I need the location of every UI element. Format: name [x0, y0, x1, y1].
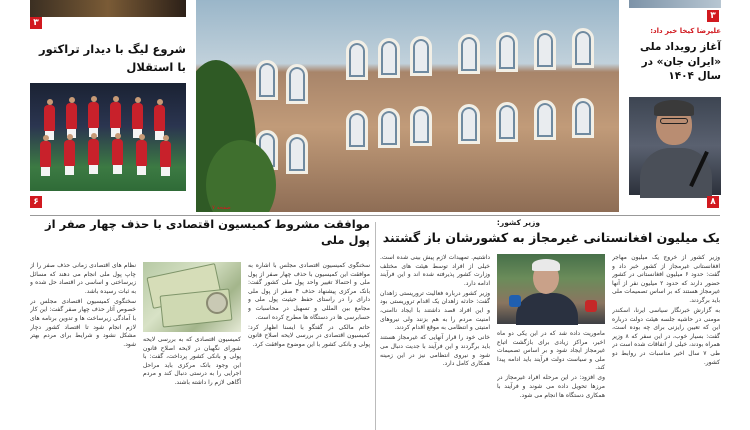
page-number-badge: ۸: [707, 196, 719, 208]
building-window: [572, 28, 594, 68]
building-window: [410, 106, 432, 146]
article-paragraph: خانی خود را قرار آنهایی که غیرمجاز هستند باید برگردند و این فرآیند با جدیت دنبال می شود و نیروی انتظامی نیز در این زمینه همکاری کامل دارد.: [380, 334, 490, 368]
building-window: [458, 34, 480, 74]
microphone-icon: [509, 295, 521, 307]
portrait-body: [640, 148, 712, 198]
building-window: [286, 64, 308, 104]
building-window: [410, 36, 432, 76]
building-window: [496, 102, 518, 142]
player-figure: [154, 105, 165, 131]
article-column: [497, 330, 605, 430]
page-number-badge: ۳: [707, 10, 719, 22]
portrait-glasses: [660, 118, 688, 124]
headline-kicker: وزیر کشور:: [496, 218, 540, 227]
building-window: [572, 98, 594, 138]
microphone-icon: [585, 300, 597, 312]
article-column: [143, 336, 241, 430]
player-figure: [132, 103, 143, 129]
column-divider: [375, 222, 376, 430]
article-paragraph: داشتیم. تمهیدات لازم پیش بینی شده است. خیلی از افراد توسط هیئت های مختلف وزارت کشور پذیرفته شده اند و این فرآیند ادامه دارد.: [380, 254, 490, 287]
player-figure: [66, 103, 77, 129]
headline-kicker: علیرضا کیخا خبر داد:: [650, 27, 721, 35]
afghan-article-headline[interactable]: یک میلیون افغانستانی غیرمجاز به کشورشان باز گشتند: [382, 230, 720, 245]
photo-caption: صفحه ۷: [212, 205, 231, 211]
player-figure: [112, 139, 123, 165]
player-figure: [160, 141, 171, 167]
player-figure: [40, 141, 51, 167]
building-window: [496, 32, 518, 72]
player-figure: [88, 139, 99, 165]
article-paragraph: به گزارش خبرنگار سیاسی ایرنا، اسکندر مومنی در حاشیه جلسه هیئت دولت درباره این که تعیین رایزنی برای چه بوده است، گفت: بسیار خوب، در این سفر که ۸ وزیر همراه بودند، خیلی از اتفاقات شده است در طی ۷ سال اخیر مناسبات در روابط دو کشور.: [612, 307, 720, 366]
portrait-hair: [654, 100, 694, 116]
article-paragraph: کمیسیون اقتصادی که به بررسی لایحه شورای نگهبان در لایحه اصلاح قانون پولی و بانکی کشور پرداخت، گفت: با این وجود بانک مرکزی باید مراحل اجرایی را به درستی دنبال کند و مردم آگاهی لازم را داشته باشند.: [143, 336, 241, 386]
building-window: [458, 104, 480, 144]
article-paragraph: نظام های اقتصادی زمانی حذف صفر را از چاپ پول ملی انجام می دهند که مسائل زیرساختی و اساسی در اقتصاد حل شده و به ثبات رسیده باشد.: [30, 262, 136, 295]
article-paragraph: وزیر کشور درباره فعالیت تروریستی زاهدان گفت: حادثه زاهدان یک اقدام تروریستی بود و این افراد قصد داشتند با ایجاد ناامنی، امنیت مردم را به هم بزنند ولی نیروهای امنیتی و انتظامی به موقع اقدام کردند.: [380, 289, 490, 332]
article-column: [30, 262, 136, 430]
article-column: [248, 262, 370, 430]
page-number-badge: ۳: [30, 17, 42, 29]
player-figure: [88, 102, 99, 128]
econ-article-headline[interactable]: موافقت مشروط کمیسیون اقتصادی با حذف چهار صفر از پول ملی: [45, 217, 370, 247]
article-paragraph: ماموریت داده شد که در این یکی دو ماه اخیر، مراکز زیادی برای بازگشت اتباع غیرمجاز ایجاد شود و بر اساس تصمیمات ملی و سیاست دولت فرآیند باید ادامه پیدا کند.: [497, 330, 605, 372]
player-figure: [44, 105, 55, 131]
minister-body: [516, 293, 578, 325]
building-window: [346, 110, 368, 150]
historic-building-photo[interactable]: [196, 0, 619, 212]
building-window: [534, 30, 556, 70]
sports-headline[interactable]: شروع لیگ با دیدار تراکتور با استقلال: [39, 42, 186, 74]
top-photo-strip: [30, 0, 186, 17]
article-paragraph: سخنگوی کمیسیون اقتصادی مجلس در خصوص آثار حذف چهار صفر گفت: این کار با آمادگی زیرساخت ها و تدوین برنامه های لازم انجام شود تا اقتصاد کشور دچار مشکل نشود و شرایط برای مردم بهتر شود.: [30, 297, 136, 348]
culture-headline[interactable]: آغاز رویداد ملی «ایران جان» در سال ۱۴۰۴: [639, 41, 721, 82]
coin-icon: [206, 292, 228, 314]
article-paragraph: وی افزود: در این مرحله افراد غیرمجاز در مرزها تحویل داده می شوند و فرآیند با همکاری دستگاه ها انجام می شود.: [497, 374, 605, 399]
building-window: [256, 60, 278, 100]
building-window: [534, 100, 556, 140]
article-paragraph: حاتم مالکی در گفتگو با ایسنا اظهار کرد: کمیسیون اقتصادی در بررسی لایحه اصلاح قانون پولی و بانکی کشور با این موضوع موافقت کرد.: [248, 323, 370, 348]
player-figure: [136, 140, 147, 166]
building-window: [286, 134, 308, 174]
article-paragraph: وزیر کشور از خروج یک میلیون مهاجر افغانستانی غیرمجاز از کشور خبر داد و گفت: حدود ۶ میلیون افغانستانی در کشور حضور دارند که حدود ۲ میلیون نفر از آنها غیرمجاز هستند که بر اساس تصمیمات ملی باید برگردند.: [612, 254, 720, 304]
building-window: [378, 38, 400, 78]
article-column: [380, 254, 490, 430]
football-team-photo[interactable]: [30, 83, 186, 191]
minister-hair: [532, 259, 560, 271]
page-number-badge: ۶: [30, 196, 42, 208]
player-figure: [110, 102, 121, 128]
building-window: [378, 108, 400, 148]
top-photo-strip: [629, 0, 721, 8]
article-paragraph: سخنگوی کمیسیون اقتصادی مجلس با اشاره به موافقت این کمیسیون با حذف چهار صفر از پول ملی و احتمالا تغییر واحد پول ملی کشور گفت: بانک مرکزی پیشنهاد حذف ۴ صفر از پول ملی دارای را در راستای حفظ حیثیت پول ملی و مجامع بین المللی و تسهیل در محاسبات و حسابرسی ها در دستگاه ها مطرح کرده است.: [248, 262, 370, 321]
player-figure: [64, 140, 75, 166]
article-column: [612, 254, 720, 430]
building-window: [346, 40, 368, 80]
